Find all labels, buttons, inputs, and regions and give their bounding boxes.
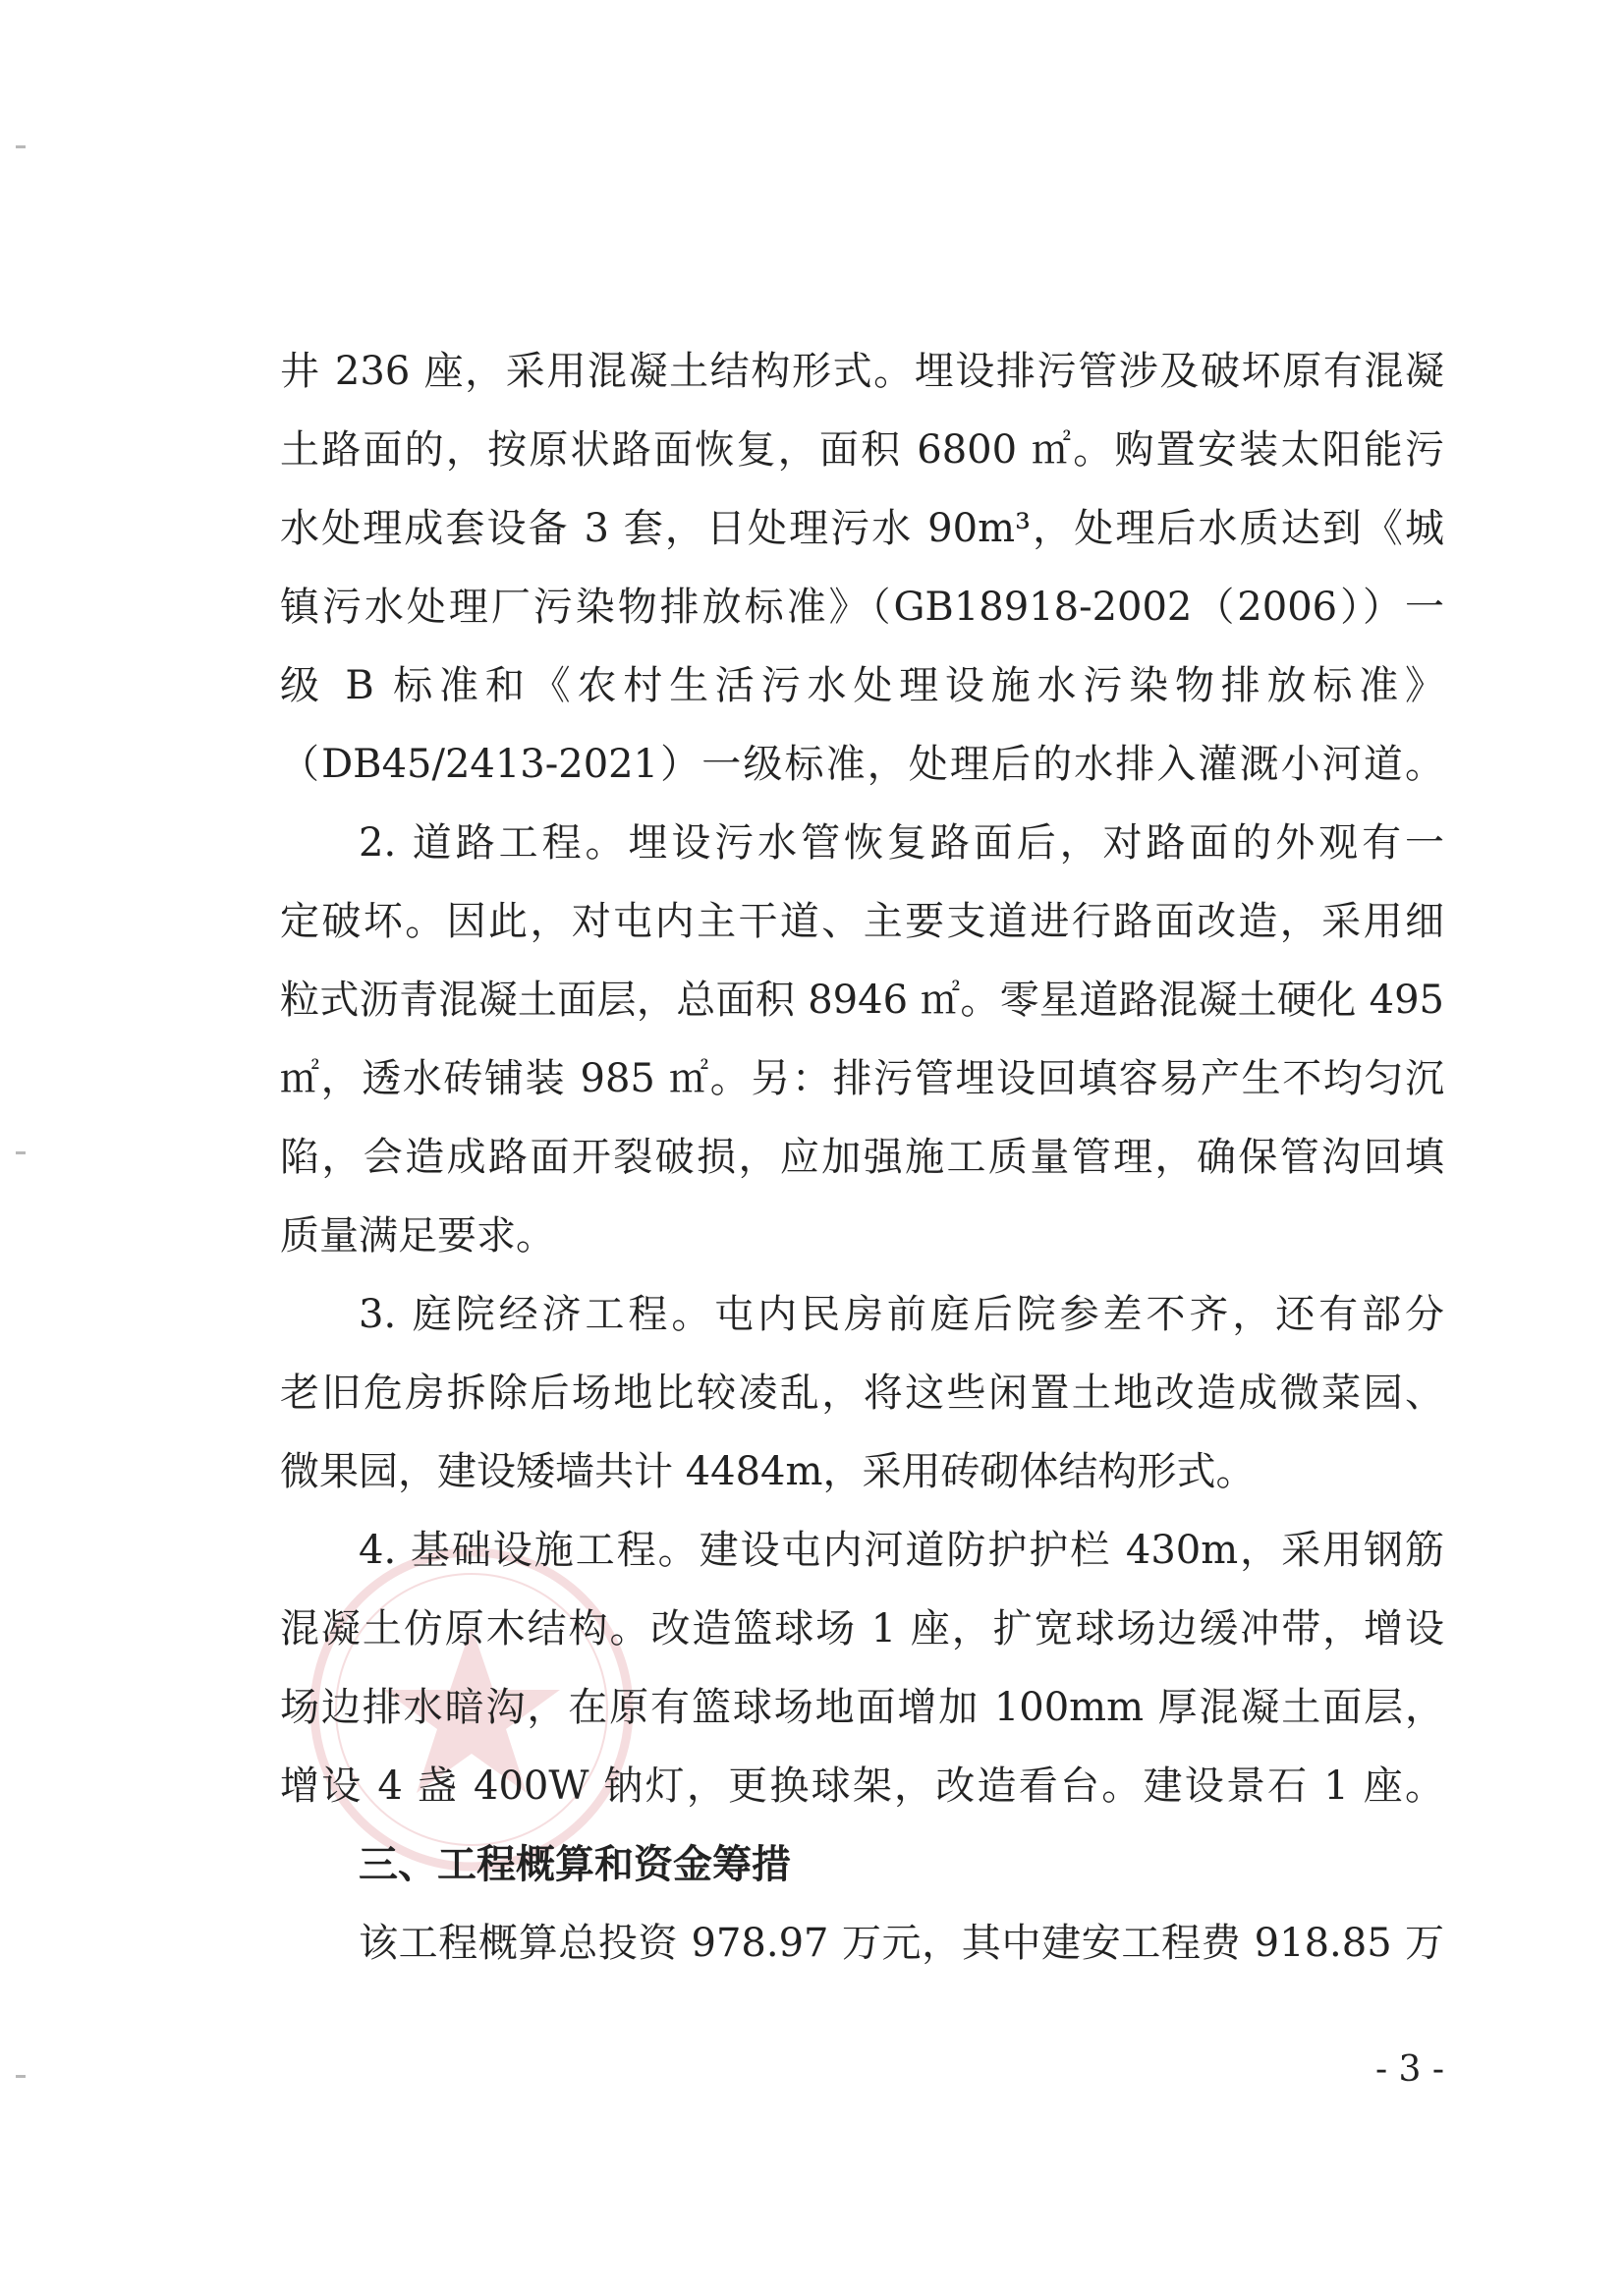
body-line: 井 236 座，采用混凝土结构形式。埋设排污管涉及破坏原有混凝 [280,349,1444,394]
body-line: 水处理成套设备 3 套，日处理污水 90m³，处理后水质达到《城 [280,506,1444,551]
body-line: 定破坏。因此，对屯内主干道、主要支道进行路面改造，采用细 [280,899,1444,944]
scan-margin-mark [16,145,26,148]
body-line: 老旧危房拆除后场地比较凌乱，将这些闲置土地改造成微菜园、 [280,1371,1444,1416]
page-number: - 3 - [1374,2049,1445,2090]
body-line: ㎡，透水砖铺装 985 ㎡。另：排污管埋设回填容易产生不均匀沉 [280,1056,1444,1101]
scan-margin-mark [16,2075,26,2078]
scan-margin-mark [16,1151,26,1154]
body-line: 陷，会造成路面开裂破损，应加强施工质量管理，确保管沟回填 [280,1135,1444,1180]
body-line: 粒式沥青混凝土面层，总面积 8946 ㎡。零星道路混凝土硬化 495 [280,978,1444,1023]
paragraph-first-line: 2. 道路工程。埋设污水管恢复路面后，对路面的外观有一 [359,820,1444,866]
body-line: 级 B 标准和《农村生活污水处理设施水污染物排放标准》 [280,663,1444,708]
body-line: 镇污水处理厂污染物排放标准》（GB18918-2002（2006））一 [280,585,1444,630]
body-line: 质量满足要求。 [280,1213,555,1259]
body-line: 场边排水暗沟，在原有篮球场地面增加 100mm 厚混凝土面层， [280,1685,1444,1730]
body-text [280,332,1444,1983]
body-line: （DB45/2413-2021）一级标准，处理后的水排入灌溉小河道。 [280,742,1444,787]
paragraph-first-line: 3. 庭院经济工程。屯内民房前庭后院参差不齐，还有部分 [359,1292,1444,1337]
body-line: 微果园，建设矮墙共计 4484m，采用砖砌体结构形式。 [280,1449,1256,1494]
paragraph-first-line: 4. 基础设施工程。建设屯内河道防护护栏 430m，采用钢筋 [359,1528,1444,1573]
body-line: 混凝土仿原木结构。改造篮球场 1 座，扩宽球场边缓冲带，增设 [280,1606,1444,1651]
body-line: 土路面的，按原状路面恢复，面积 6800 ㎡。购置安装太阳能污 [280,427,1444,473]
body-line: 增设 4 盏 400W 钠灯，更换球架，改造看台。建设景石 1 座。 [280,1763,1444,1809]
paragraph-first-line: 该工程概算总投资 978.97 万元，其中建安工程费 918.85 万 [359,1921,1444,1966]
section-heading: 三、工程概算和资金筹措 [359,1842,791,1887]
